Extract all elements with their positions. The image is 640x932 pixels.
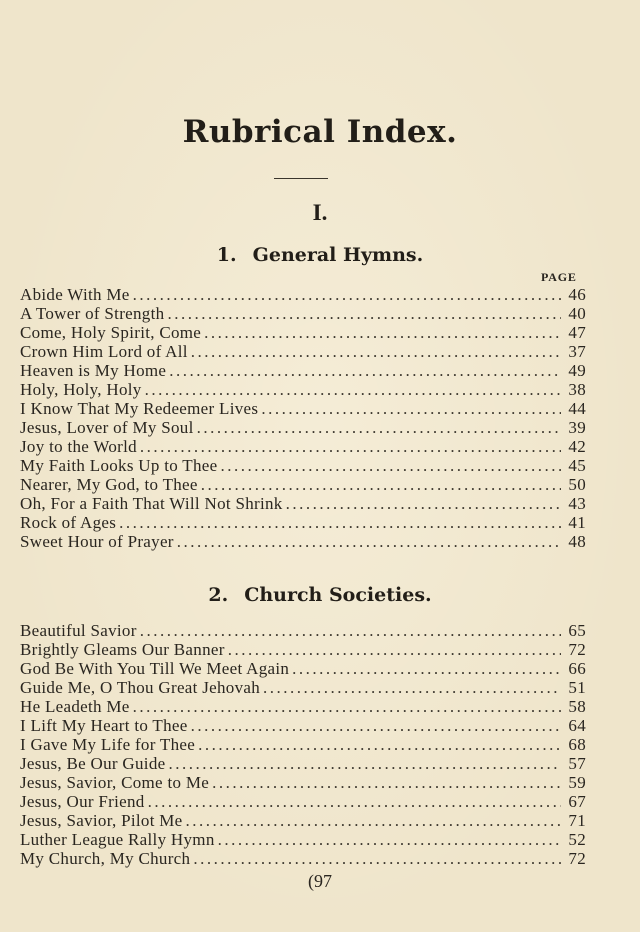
page-number: 58: [568, 697, 586, 716]
page-number: 68: [568, 735, 586, 754]
dot-leader: [263, 678, 561, 697]
index-entry: [20, 475, 586, 494]
index-title: Rubrical Index.: [182, 114, 458, 150]
section-heading-church-societies: [0, 584, 640, 606]
dot-leader: [148, 792, 561, 811]
dot-leader: [204, 323, 561, 342]
hymn-title: Holy, Holy, Holy: [20, 380, 142, 399]
hymn-title: I Gave My Life for Thee: [20, 735, 196, 754]
title-rule: [274, 178, 328, 179]
index-entry: [20, 678, 586, 697]
hymn-title: Jesus, Savior, Pilot Me: [20, 811, 183, 830]
hymn-title: Jesus, Savior, Come to Me: [20, 773, 210, 792]
page-number: 37: [568, 342, 586, 361]
part-numeral: I.: [312, 200, 328, 225]
index-entry: [20, 304, 586, 323]
page-number: 43: [568, 494, 586, 513]
dot-leader: [261, 399, 561, 418]
index-entry: [20, 380, 586, 399]
index-entry: [20, 773, 586, 792]
index-entry: [20, 323, 586, 342]
index-entry: [20, 754, 586, 773]
page-number: 48: [568, 532, 586, 551]
section-number: 2.: [208, 584, 229, 606]
dot-leader: [140, 437, 561, 456]
dot-leader: [169, 361, 561, 380]
dot-leader: [212, 773, 561, 792]
index-entry: [20, 361, 586, 380]
hymn-title: I Lift My Heart to Thee: [20, 716, 188, 735]
page-number: 41: [568, 513, 586, 532]
page-folio: (97: [308, 871, 332, 891]
page-number: 38: [568, 380, 586, 399]
page-number: 44: [568, 399, 586, 418]
index-entry: [20, 640, 586, 659]
hymn-title: Oh, For a Faith That Will Not Shrink: [20, 494, 283, 513]
index-entry: [20, 716, 586, 735]
index-entry: [20, 399, 586, 418]
page-number: 50: [568, 475, 586, 494]
hymn-title: Heaven is My Home: [20, 361, 167, 380]
index-entry: [20, 735, 586, 754]
index-entry: [20, 532, 586, 551]
dot-leader: [167, 304, 561, 323]
hymn-title: Guide Me, O Thou Great Jehovah: [20, 678, 261, 697]
dot-leader: [220, 456, 561, 475]
page-number: 72: [568, 640, 586, 659]
page-number: 71: [568, 811, 586, 830]
hymn-title: Jesus, Our Friend: [20, 792, 145, 811]
section-heading-general-hymns: [0, 244, 640, 266]
index-entry: [20, 830, 586, 849]
dot-leader: [186, 811, 561, 830]
page-number: 42: [568, 437, 586, 456]
page-number: 72: [568, 849, 586, 868]
page-number: 39: [568, 418, 586, 437]
hymn-title: Brightly Gleams Our Banner: [20, 640, 225, 659]
page-column-label: PAGE: [541, 270, 577, 284]
hymn-title: Jesus, Lover of My Soul: [20, 418, 194, 437]
index-entry: [20, 513, 586, 532]
dot-leader: [133, 285, 561, 304]
hymn-title: God Be With You Till We Meet Again: [20, 659, 290, 678]
section-title: Church Societies.: [244, 584, 432, 606]
hymn-title: Crown Him Lord of All: [20, 342, 188, 361]
index-entry: [20, 792, 586, 811]
page-number: 59: [568, 773, 586, 792]
dot-leader: [197, 418, 561, 437]
index-entry: [20, 659, 586, 678]
page-number: 52: [568, 830, 586, 849]
dot-leader: [140, 621, 561, 640]
index-entry: [20, 285, 586, 304]
hymn-title: Sweet Hour of Prayer: [20, 532, 174, 551]
page-number: 51: [568, 678, 586, 697]
page-number: 65: [568, 621, 586, 640]
page-number: 40: [568, 304, 586, 323]
dot-leader: [191, 342, 561, 361]
hymn-title: A Tower of Strength: [20, 304, 165, 323]
index-entry: [20, 342, 586, 361]
dot-leader: [228, 640, 561, 659]
index-entry: [20, 811, 586, 830]
dot-leader: [133, 697, 561, 716]
index-entry: [20, 494, 586, 513]
dot-leader: [218, 830, 561, 849]
dot-leader: [198, 735, 561, 754]
page-number: 64: [568, 716, 586, 735]
church-societies-list: [20, 621, 586, 868]
page-number: 67: [568, 792, 586, 811]
section-number: 1.: [216, 244, 237, 266]
hymn-title: Nearer, My God, to Thee: [20, 475, 198, 494]
hymn-title: My Church, My Church: [20, 849, 191, 868]
page-number: 45: [568, 456, 586, 475]
hymn-title: Beautiful Savior: [20, 621, 137, 640]
dot-leader: [119, 513, 561, 532]
hymn-title: I Know That My Redeemer Lives: [20, 399, 259, 418]
dot-leader: [201, 475, 561, 494]
dot-leader: [145, 380, 561, 399]
page-number: 47: [568, 323, 586, 342]
hymn-title: My Faith Looks Up to Thee: [20, 456, 218, 475]
general-hymns-list: [20, 285, 586, 551]
hymn-title: Luther League Rally Hymn: [20, 830, 215, 849]
dot-leader: [286, 494, 561, 513]
dot-leader: [168, 754, 561, 773]
hymn-title: Come, Holy Spirit, Come: [20, 323, 202, 342]
index-entry: [20, 621, 586, 640]
dot-leader: [292, 659, 561, 678]
index-entry: [20, 418, 586, 437]
page-number: 49: [568, 361, 586, 380]
hymn-title: Joy to the World: [20, 437, 137, 456]
page-number: 57: [568, 754, 586, 773]
hymn-title: Jesus, Be Our Guide: [20, 754, 166, 773]
dot-leader: [177, 532, 561, 551]
dot-leader: [193, 849, 561, 868]
hymn-title: Abide With Me: [20, 285, 130, 304]
hymn-title: He Leadeth Me: [20, 697, 130, 716]
index-entry: [20, 456, 586, 475]
index-entry: [20, 697, 586, 716]
dot-leader: [191, 716, 561, 735]
section-title: General Hymns.: [252, 244, 424, 266]
page-number: 46: [568, 285, 586, 304]
index-entry: [20, 437, 586, 456]
hymn-title: Rock of Ages: [20, 513, 117, 532]
index-entry: [20, 849, 586, 868]
page-number: 66: [568, 659, 586, 678]
